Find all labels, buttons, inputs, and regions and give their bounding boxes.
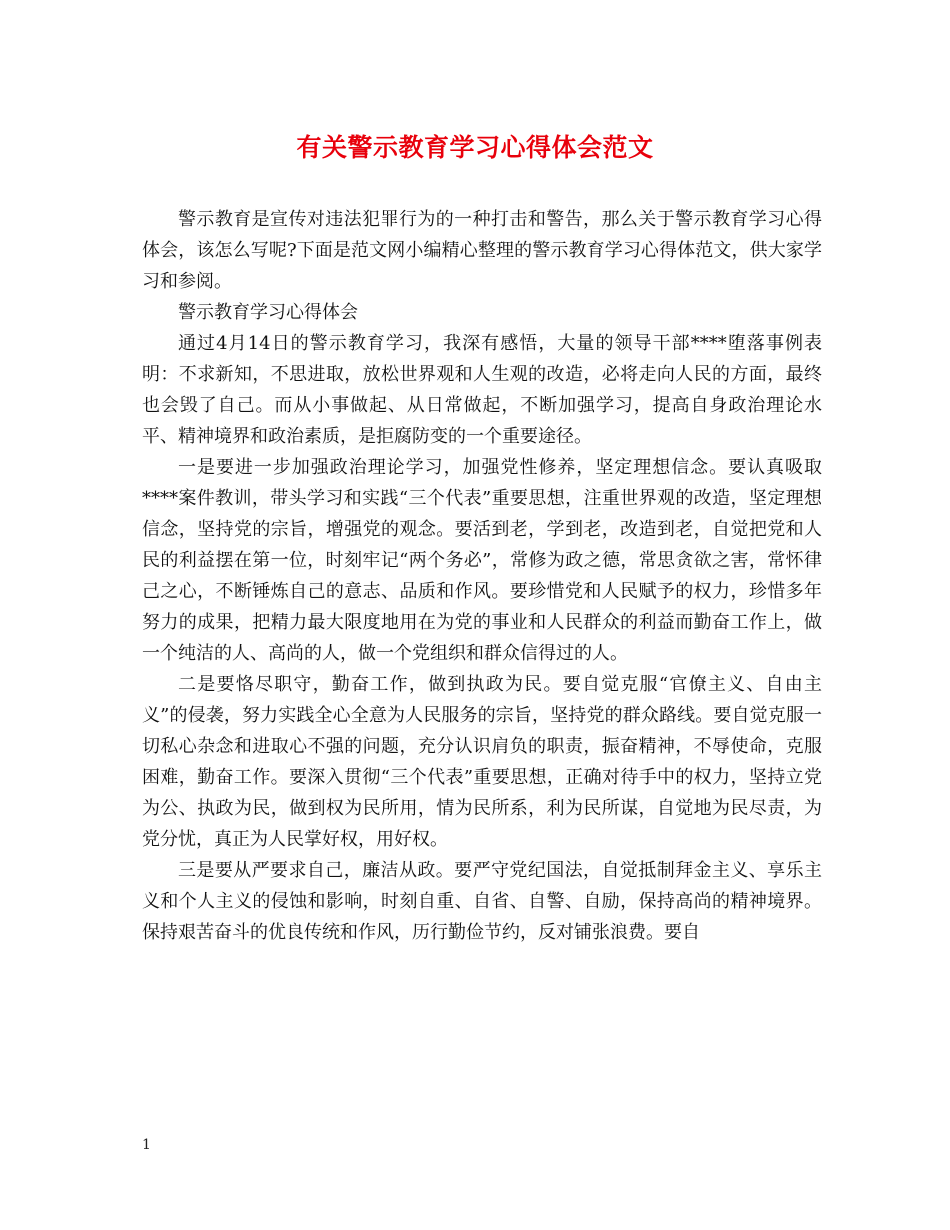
paragraph-4: 三是要从严要求自己，廉洁从政。要严守党纪国法，自觉抵制拜金主义、享乐主义和个人主义的侵蚀和影响，时刻自重、自省、自警、自励，保持高尚的精神境界。保持艰苦奋斗的优良传统和作风，历行勤俭节约，反对铺张浪费。要自 [142, 860, 822, 943]
paragraph-1: 通过4月14日的警示教育学习，我深有感悟，大量的领导干部****堕落事例表明：不求新知，不思进取，放松世界观和人生观的改造，必将走向人民的方面，最终也会毁了自己。而从小事做起、从日常做起，不断加强学习，提高自身政治理论水平、精神境界和政治素质，是拒腐防变的一个重要途径。 [142, 333, 822, 447]
document-body [142, 204, 822, 948]
document-title: 有关警示教育学习心得体会范文 [296, 133, 654, 162]
paragraph-subheading: 警示教育学习心得体会 [178, 302, 358, 323]
paragraph-3: 二是要恪尽职守，勤奋工作，做到执政为民。要自觉克服“官僚主义、自由主义”的侵袭，努力实践全心全意为人民服务的宗旨，坚持党的群众路线。要自觉克服一切私心杂念和进取心不强的问题，充分认识肩负的职责，振奋精神，不辱使命，克服困难，勤奋工作。要深入贯彻“三个代表”重要思想，正确对待手中的权力，坚持立党为公、执政为民，做到权为民所用，情为民所系，利为民所谋，自觉地为民尽责，为党分忧，真正为人民掌好权，用好权。 [142, 674, 822, 850]
page-number: 1 [142, 1137, 151, 1153]
paragraph-2: 一是要进一步加强政治理论学习，加强党性修养，坚定理想信念。要认真吸取****案件教训，带头学习和实践“三个代表”重要思想，注重世界观的改造，坚定理想信念，坚持党的宗旨，增强党的观念。要活到老，学到老，改造到老，自觉把党和人民的利益摆在第一位，时刻牢记“两个务必”，常修为政之德，常思贪欲之害，常怀律己之心，不断锤炼自己的意志、品质和作风。要珍惜党和人民赋予的权力，珍惜多年努力的成果，把精力最大限度地用在为党的事业和人民群众的利益而勤奋工作上，做一个纯洁的人、高尚的人，做一个党组织和群众信得过的人。 [142, 457, 822, 664]
paragraph-intro: 警示教育是宣传对违法犯罪行为的一种打击和警告，那么关于警示教育学习心得体会，该怎么写呢?下面是范文网小编精心整理的警示教育学习心得体范文，供大家学习和参阅。 [142, 209, 822, 292]
